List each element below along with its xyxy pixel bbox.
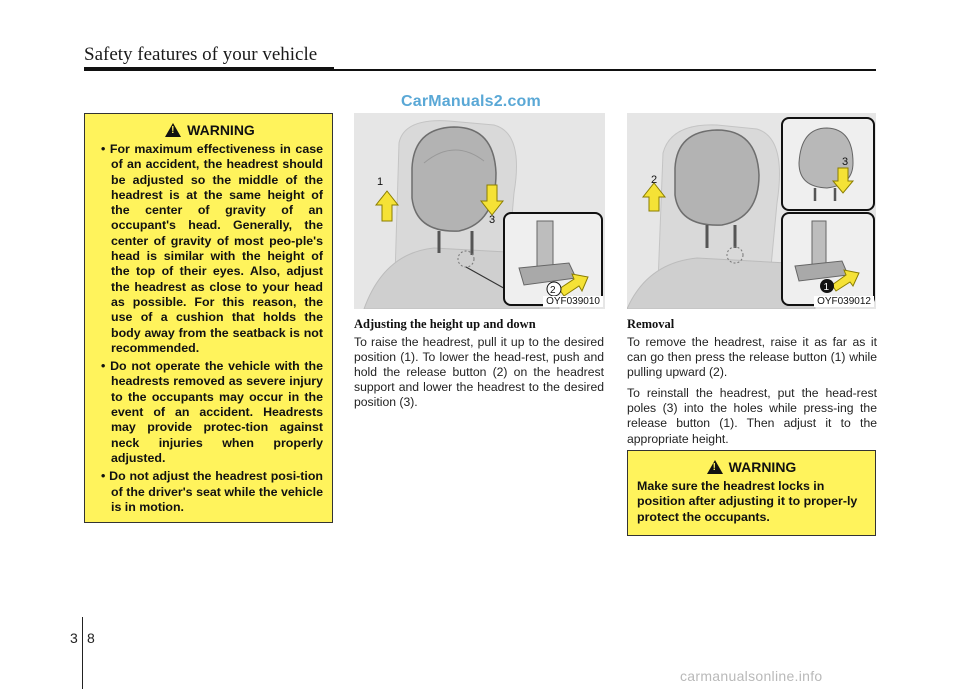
headrest-removal-illustration	[627, 113, 876, 309]
callout-3: 3	[489, 214, 496, 226]
warning-triangle-icon	[165, 123, 181, 137]
headrest-shape	[412, 127, 496, 231]
warning-list	[97, 142, 323, 515]
figure-headrest-removal	[627, 113, 876, 309]
callout-1: 1	[823, 282, 830, 293]
warning-label: WARNING	[728, 459, 797, 475]
section-paragraph: To remove the headrest, raise it as far as it can go then press the release button (1) while pulling upward (2).	[627, 335, 877, 380]
warning-item: • Do not adjust the headrest posi-tion of the driver's seat while the vehicle is in motion.	[97, 469, 323, 515]
warning-box-right	[627, 450, 876, 536]
headrest-adjust-illustration	[354, 113, 605, 309]
callout-3: 3	[842, 156, 849, 168]
header-rule-thick	[84, 67, 334, 71]
header-rule-thin	[334, 69, 876, 71]
warning-header	[97, 122, 323, 138]
warning-item: • Do not operate the vehicle with the headrests removed as severe injury to the occupants may occur in the event of an accident. Headrests may provide protec-tion against neck injuries when properly adjusted.	[97, 359, 323, 466]
page-number: 8	[87, 630, 95, 646]
warning-label: WARNING	[187, 122, 255, 138]
callout-2: 2	[651, 174, 658, 186]
warning-box-left	[84, 113, 333, 523]
warning-triangle-icon	[707, 460, 723, 474]
page-rule	[82, 617, 83, 689]
callout-2: 2	[550, 285, 556, 296]
watermark-link-top[interactable]: CarManuals2.com	[401, 93, 541, 110]
section-adjusting-height	[354, 317, 604, 416]
watermark-link-bottom[interactable]: carmanualsonline.info	[680, 668, 823, 684]
section-title: Removal	[627, 317, 675, 331]
callout-1: 1	[377, 176, 384, 188]
warning-text: Make sure the headrest locks in position after adjusting it to proper-ly protect the occupants.	[637, 479, 858, 524]
figure-headrest-adjust	[354, 113, 605, 309]
section-paragraph: To raise the headrest, pull it up to the desired position (1). To lower the head-rest, push and hold the release button (2) on the headrest support and lower the headrest to the desired position (3).	[354, 335, 604, 410]
warning-item: • For maximum effectiveness in case of an accident, the headrest should be adjusted so the middle of the headrest is at the same height of the center of gravity of an occupant's head. Generally, the center of gravity of most peo-ple's head is similar with the height of the top of their eyes. Also, adjust the headrest as close to your head as possible. For this reason, the use of a cushion that holds the body away from the seatback is not recommended.	[97, 142, 323, 356]
warning-header	[637, 459, 866, 475]
section-title: Adjusting the height up and down	[354, 317, 536, 331]
section-paragraph: To reinstall the headrest, put the head-rest poles (3) into the holes while press-ing the release button (1). Then adjust it to the appropriate height.	[627, 386, 877, 446]
figure-code: OYF039010	[543, 296, 603, 307]
headrest-shape	[675, 130, 759, 225]
figure-code: OYF039012	[814, 296, 874, 307]
page-header-title: Safety features of your vehicle	[84, 44, 318, 65]
section-removal	[627, 317, 877, 453]
page-chapter: 3	[70, 630, 78, 646]
